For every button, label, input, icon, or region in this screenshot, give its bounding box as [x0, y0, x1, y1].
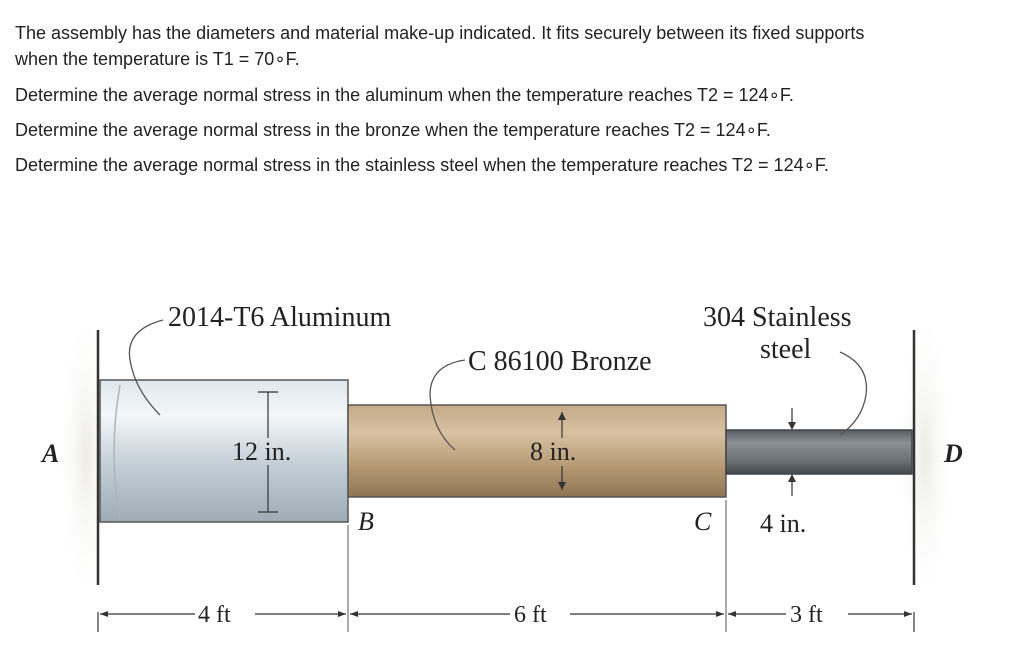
len-aluminum-label: 4 ft: [198, 602, 231, 628]
len-arrow-2: [338, 611, 346, 617]
len-arrow-3: [350, 611, 358, 617]
question-steel: Determine the average normal stress in the stainless steel when the temperature reaches T2 = 124∘F.: [15, 155, 829, 175]
len-arrow-5: [728, 611, 736, 617]
point-a-label: A: [42, 439, 60, 468]
dia-steel-label: 4 in.: [760, 509, 807, 538]
assembly-figure: [0, 280, 1024, 661]
question-bronze: Determine the average normal stress in the bronze when the temperature reaches T2 = 124∘F.: [15, 120, 771, 140]
bronze-label: C 86100 Bronze: [468, 346, 652, 377]
len-steel-label: 3 ft: [790, 602, 823, 628]
problem-intro-line2: when the temperature is T1 = 70∘F.: [15, 49, 300, 69]
point-b-label: B: [358, 507, 374, 536]
steel-label-line1: 304 Stainless: [703, 302, 852, 333]
len-arrow-1: [100, 611, 108, 617]
problem-statement: [15, 20, 1015, 187]
dia-steel-arrow-top: [788, 422, 796, 430]
steel-segment: [726, 430, 912, 474]
aluminum-segment: [100, 380, 348, 522]
aluminum-label: 2014-T6 Aluminum: [168, 302, 392, 333]
assembly-diagram: [0, 280, 1024, 661]
len-arrow-6: [904, 611, 912, 617]
steel-leader: [840, 352, 866, 435]
question-aluminum: Determine the average normal stress in the aluminum when the temperature reaches T2 = 124∘F.: [15, 85, 794, 105]
steel-label-line2: steel: [760, 334, 812, 365]
dia-steel-arrow-bottom: [788, 474, 796, 482]
point-d-label: D: [944, 439, 963, 468]
point-c-label: C: [694, 507, 712, 536]
dia-aluminum-label: 12 in.: [232, 437, 292, 466]
problem-intro-line1: The assembly has the diameters and material make-up indicated. It fits securely between its fixed supports: [15, 23, 865, 43]
problem-intro: [15, 20, 1015, 72]
len-arrow-4: [716, 611, 724, 617]
len-bronze-label: 6 ft: [514, 602, 547, 628]
dia-bronze-label: 8 in.: [530, 437, 577, 466]
